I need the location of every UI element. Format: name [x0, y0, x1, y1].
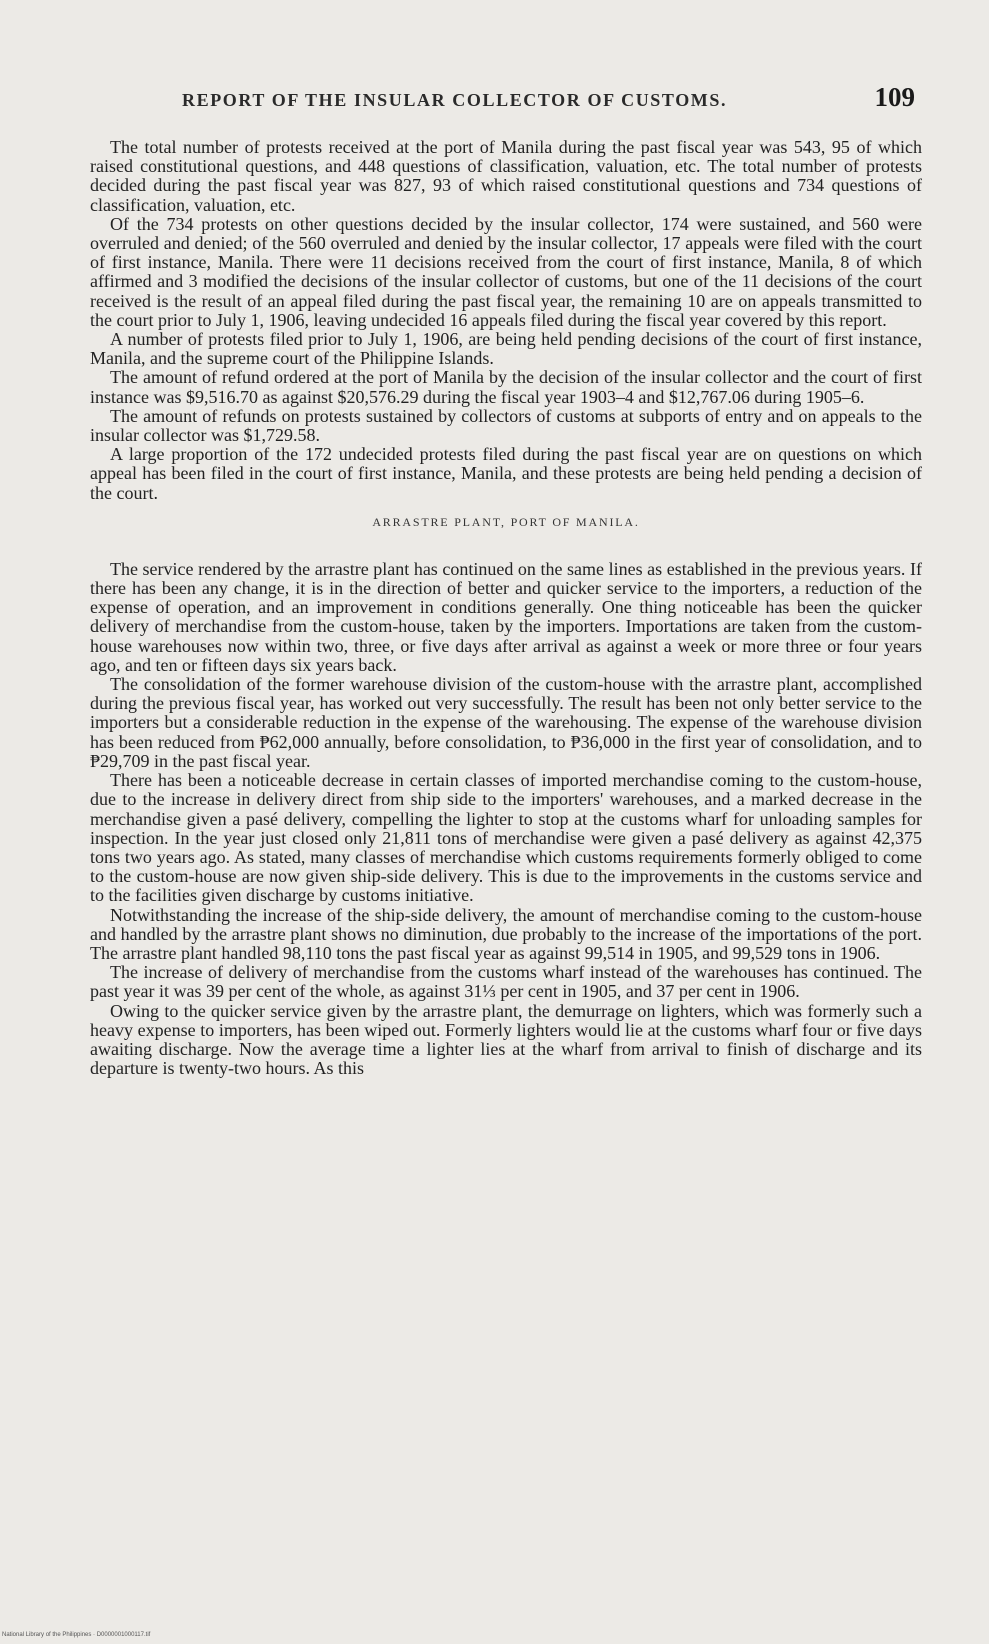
paragraph-warehouse-consolidation: The consolidation of the former warehouse division of the custom-house with the arrastre plant, accomplished during the previous fiscal year, has worked out very successfully. The result has been not only better service to the importers but a considerable reduction in the expense of the warehousing. The expense of the warehouse division has been reduced from ₱62,000 annually, before consolidation, to ₱36,000 in the first year of consolidation, and to ₱29,709 in the past fiscal year.: [90, 674, 922, 771]
paragraph-wharf-delivery: The increase of delivery of merchandise from the customs wharf instead of the warehouses has continued. The past year it was 39 per cent of the whole, as against 31⅓ per cent in 1905, and 37 per cent in 1906.: [90, 962, 922, 1002]
section-heading-arrastre: ARRASTRE PLANT, PORT OF MANILA.: [372, 514, 640, 529]
paragraph-refund-amount: The amount of refund ordered at the port of Manila by the decision of the insular collector and the court of first instance was $9,516.70 as against $20,576.29 during the fiscal year 1903–4 and $12,767.06 during 1905–6.: [90, 367, 922, 407]
page-number: 109: [874, 82, 915, 112]
paragraph-pending-protests: A number of protests filed prior to July 1, 1906, are being held pending decisions of the court of first instance, Manila, and the supreme court of the Philippine Islands.: [90, 329, 922, 369]
paragraph-subport-refunds: The amount of refunds on protests sustained by collectors of customs at subports of entry and on appeals to the insular collector was $1,729.58.: [90, 405, 922, 446]
paragraph-pase-delivery: There has been a noticeable decrease in certain classes of imported merchandise coming to the custom-house, due to the increase in delivery direct from ship side to the importers' warehouses, and a marked decrease in the merchandise given a pasé delivery, compelling the lighter to stop at the customs wharf for unloading samples for inspection. In the year just closed only 21,811 tons of merchandise were given a pasé delivery as against 42,375 tons two years ago. As stated, many classes of merchandise which customs requirements formerly obliged to come to the custom-house are now given ship-side delivery. This is due to the improvements in the customs service and to the facilities given discharge by customs initiative.: [90, 770, 922, 906]
paragraph-protests-decided: Of the 734 protests on other questions decided by the insular collector, 174 were sustained, and 560 were overruled and denied; of the 560 overruled and denied by the insular collector, 17 appeals were filed with the court of first instance, Manila. There were 11 decisions received from the court of first instance, Manila, 8 of which affirmed and 3 modified the decisions of the insular collector of customs, but one of the 11 decisions of the court received is the result of an appeal filed during the past fiscal year, the remaining 10 are on appeals transmitted to the court prior to July 1, 1906, leaving undecided 16 appeals filed during the fiscal year covered by this report.: [90, 213, 922, 330]
paragraph-demurrage: Owing to the quicker service given by the arrastre plant, the demurrage on lighters, which was formerly such a heavy expense to importers, has been wiped out. Formerly lighters would lie at the customs wharf four or five days awaiting discharge. Now the average time a lighter lies at the wharf from arrival to finish of discharge and its departure is twenty-two hours. As this: [90, 1000, 922, 1079]
paragraph-protests-total: The total number of protests received at the port of Manila during the past fiscal year was 543, 95 of which raised constitutional questions, and 448 questions of classification, valuation, etc. The total number of protests decided during the past fiscal year was 827, 93 of which raised constitutional questions and 734 questions of classification, valuation, etc.: [90, 137, 922, 215]
page-header: [90, 80, 919, 120]
body-text: [90, 138, 922, 1078]
paragraph-undecided-protests: A large proportion of the 172 undecided protests filed during the past fiscal year are on questions on which appeal has been filed in the court of first instance, Manila, and these protests are being held pending a decision of the court.: [90, 444, 922, 503]
scan-credit: National Library of the Philippines · D0000001000117.tif: [2, 1632, 151, 1638]
paragraph-arrastre-service: The service rendered by the arrastre plant has continued on the same lines as established in the previous years. If there has been any change, it is in the direction of better and quicker service to the importers, a reduction of the expense of operation, and an improvement in conditions generally. One thing noticeable has been the quicker delivery of merchandise from the custom-house, taken by the importers. Importations are taken from the custom-house warehouses now within two, three, or five days after arrival as against a week or more three or four years ago, and ten or fifteen days six years back.: [90, 558, 922, 675]
running-title: REPORT OF THE INSULAR COLLECTOR OF CUSTOMS.: [182, 90, 728, 110]
paragraph-tonnage-handled: Notwithstanding the increase of the ship-side delivery, the amount of merchandise coming to the custom-house and handled by the arrastre plant shows no diminution, due probably to the increase of the importations of the port. The arrastre plant handled 98,110 tons the past fiscal year as against 99,514 in 1905, and 99,529 tons in 1906.: [90, 904, 922, 963]
